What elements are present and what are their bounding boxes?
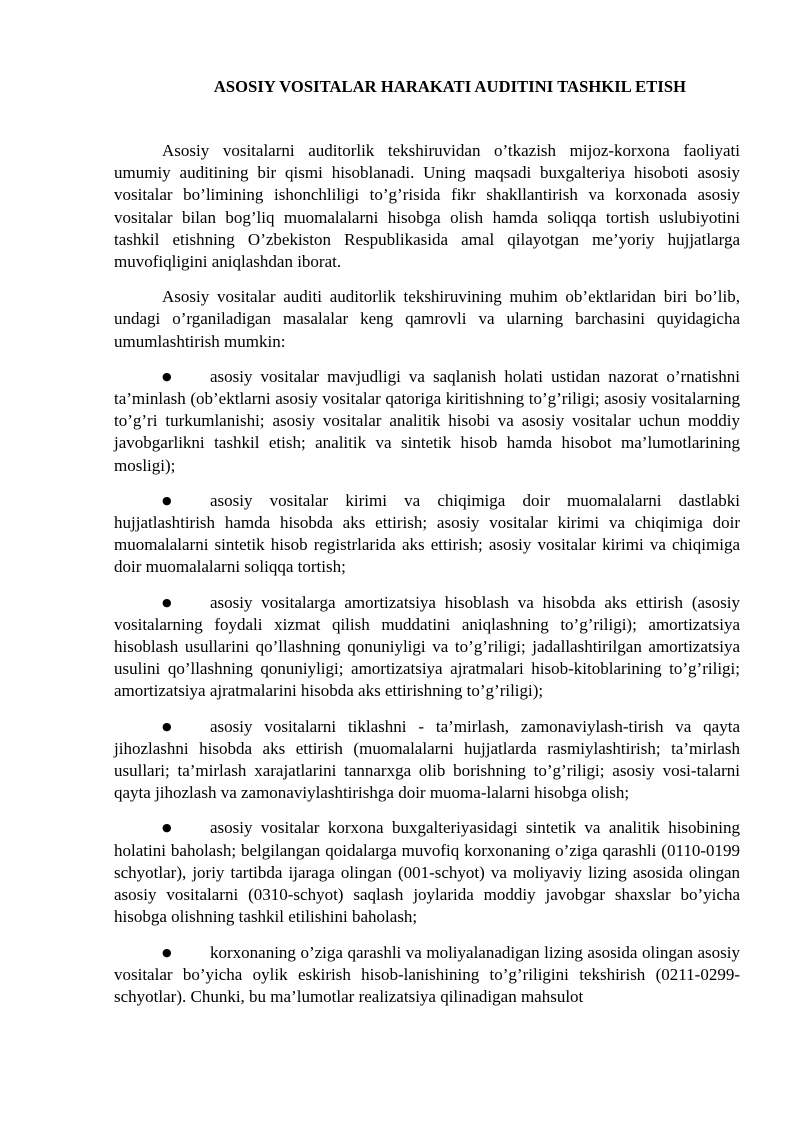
bullet-icon: ● <box>162 719 172 733</box>
list-item-text: korxonaning o’ziga qarashli va moliyalanadigan lizing asosida olingan asosiy vositalar bo’yicha oylik eskirish hisob-lanishining to’g’riligini tekshirish (0211-0299-schyotlar). Chunki, bu ma’lumotlar realizatsiya qilinadigan mahsulot <box>114 942 740 1006</box>
list-item <box>114 942 740 1009</box>
document-body <box>114 140 740 1008</box>
bullet-icon: ● <box>162 945 172 959</box>
list-item <box>114 366 740 477</box>
list-item <box>114 592 740 703</box>
list-item-text: asosiy vositalarga amortizatsiya hisoblash va hisobda aks ettirish (asosiy vositalarning foydali xizmat qilish muddatini aniqlashning to’g’riligi); amortizatsiya hisoblash usullarini qo’llashning qonuniyligi va to’g’riligi; jadallashtirilgan amortizatsiya usulini qo’llashning qonuniyligi; amortizatsiya ajratmalari hisob-kitoblarining to’g’riligi; amortizatsiya ajratmalarini hisobda aks ettirishning to’g’riligi); <box>114 592 740 701</box>
list-item <box>114 490 740 579</box>
list-item-text: asosiy vositalar mavjudligi va saqlanish holati ustidan nazorat o’rnatishni ta’minlash (ob’ektlarni asosiy vositalar qatoriga kiritishning to’g’riligi; asosiy vositalarning to’g’ri turkumlanishi; asosiy vositalar analitik hisobi va asosiy vositalar uchun moddiy javobgarlikni tashkil etish; analitik va sintetik hisob hamda hisobot ma’lumotlarining mosligi); <box>114 366 740 475</box>
bullet-icon: ● <box>162 821 172 835</box>
list-item-text: asosiy vositalar kirimi va chiqimiga doir muomalalarni dastlabki hujjatlashtirish hamda hisobda aks ettirish; asosiy vositalar kirimi va chiqimiga doir muomalalarni sintetik hisob registrlarida aks ettirish; asosiy vositalar kirimi va chiqimiga doir muomalalarni soliqqa tortish; <box>114 490 740 577</box>
bullet-icon: ● <box>162 595 172 609</box>
bullet-icon: ● <box>162 369 172 383</box>
list-item-text: asosiy vositalarni tiklashni - ta’mirlash, zamonaviylash-tirish va qayta jihozlashni hisobda aks ettirish (muomalalarni hujjatlarda rasmiylashtirish; ta’mirlash usullari; ta’mirlash xarajatlarini tannarxga olib borishning to’g’riligi; asosiy vosi-talarni qayta jihozlash va zamonaviylashtirishga doir muoma-lalarni hisobga olish; <box>114 716 740 803</box>
list-item-text: asosiy vositalar korxona buxgalteriyasidagi sintetik va analitik hisobining holatini baholash; belgilangan qoidalarga muvofiq korxonaning o’ziga qarashli (0110-0199 schyotlar), joriy tartibda ijaraga olingan (001-schyot) va moliyaviy lizing asosida olingan asosiy vositalarni (0310-schyot) saqlash joylarida moddiy javobgar shaxslar bo’yicha hisobga olishning tashkil etilishini baholash; <box>114 818 740 927</box>
document-title: ASOSIY VOSITALAR HARAKATI AUDITINI TASHKIL ETISH <box>213 77 687 96</box>
list-item <box>114 716 740 805</box>
bullet-icon: ● <box>162 493 172 507</box>
list-item <box>114 817 740 928</box>
paragraph-intro: Asosiy vositalarni auditorlik tekshiruvidan o’tkazish mijoz-korxona faoliyati umumiy auditining bir qismi hisoblanadi. Uning maqsadi buxgalteriya hisoboti asosiy vositalar bo’limining ishonchliligi to’g’risida fikr shakllantirish va korxonada asosiy vositalar bilan bog’liq muomalalarni hisobga olish hamda soliqqa tortish uslubiyotini tashkil etishning O’zbekiston Respublikasida amal qilayotgan me’yoriy hujjatlarga muvofiqligini aniqlashdan iborat. <box>114 141 740 272</box>
paragraph-scope: Asosiy vositalar auditi auditorlik tekshiruvining muhim ob’ektlaridan biri bo’lib, undagi o’rganiladigan masalalar keng qamrovli va ularning barchasini quyidagicha umumlashtirish mumkin: <box>114 287 740 351</box>
